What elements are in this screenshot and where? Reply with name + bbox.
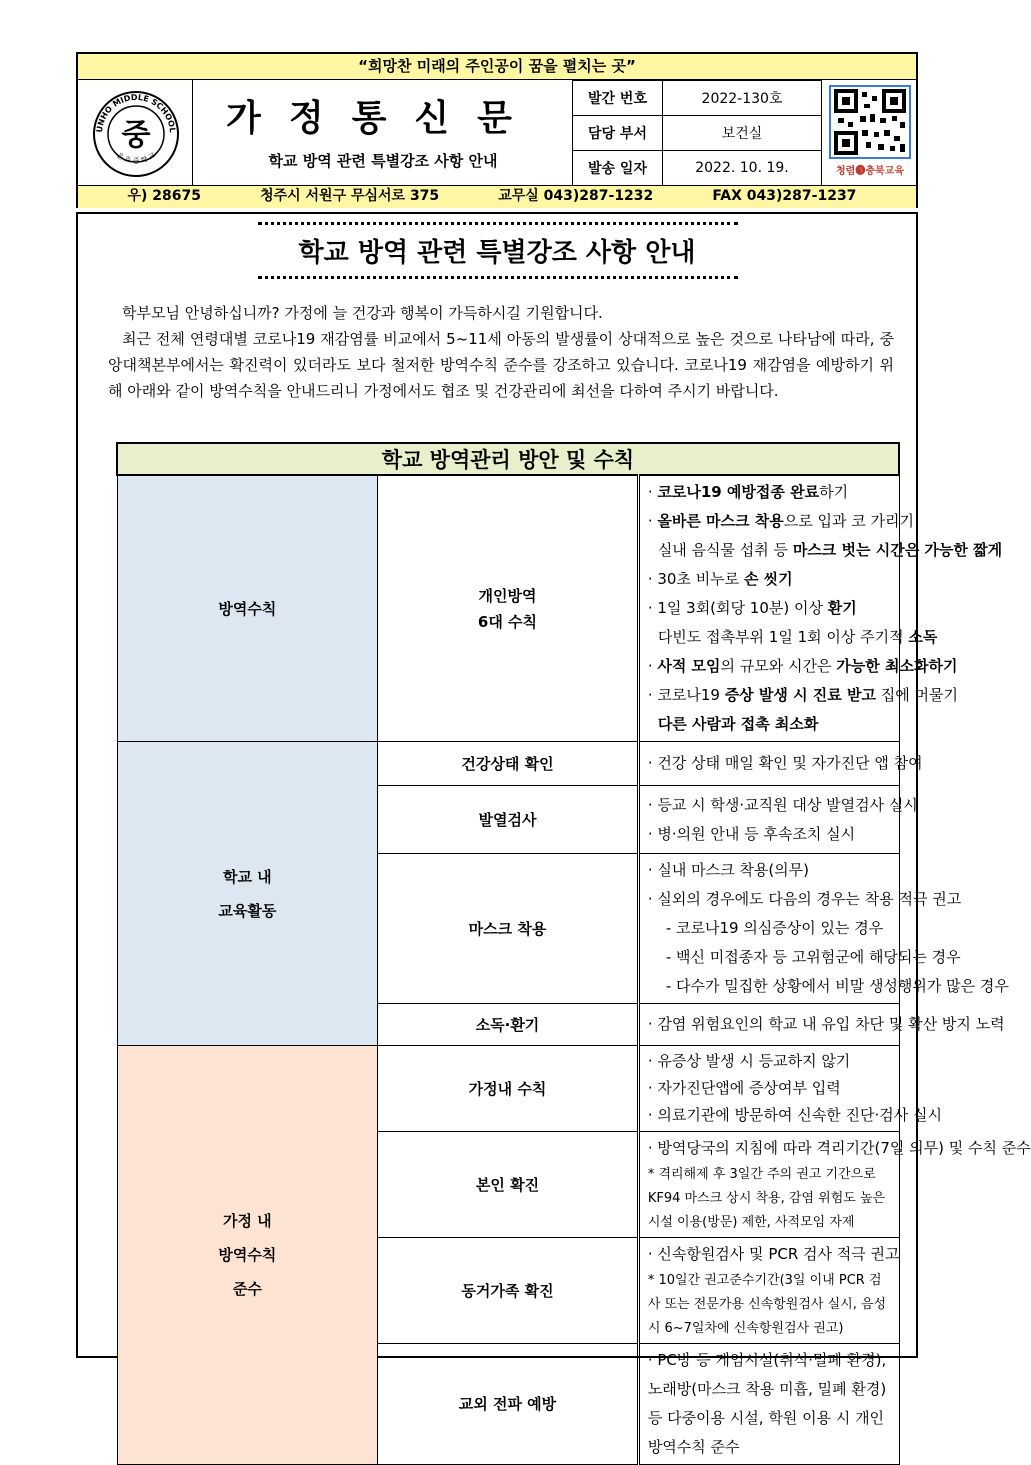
rule-line: · 등교 시 학생·교직원 대상 발열검사 실시 (647, 795, 918, 814)
divider (192, 80, 193, 185)
dotted-divider (258, 276, 738, 279)
category-label: 가정 내 방역수칙 준수 (218, 1212, 277, 1298)
postal-code: 우) 28675 (127, 188, 202, 204)
meta-key: 발송 일자 (573, 151, 663, 186)
rules-cell (638, 854, 1009, 1004)
qr-code-icon[interactable] (830, 86, 910, 158)
rule-line: · 사적 모임의 규모와 시간은 가능한 최소화하기 (647, 657, 958, 675)
rule-line: · 올바른 마스크 착용으로 입과 코 가리기 (647, 512, 914, 530)
main-title: 학교 방역 관련 특별강조 사항 안내 (298, 238, 696, 268)
subcategory-cell: 교외 전파 예방 (378, 1344, 639, 1465)
rules-cell (638, 742, 923, 786)
rule-line: · 신속항원검사 및 PCR 검사 적극 권고 (647, 1245, 900, 1263)
qr-caption: 청렴🅐충북교육 (836, 166, 904, 177)
svg-text:중: 중 (121, 118, 151, 153)
rules-cell (638, 475, 1003, 742)
subcategory-label: 개인방역 6대 수칙 (477, 586, 538, 631)
rule-line: 다른 사람과 접촉 최소화 (657, 715, 819, 733)
school-logo-icon (92, 90, 180, 178)
rule-line: · PC방 등 게임시설(취식·밀폐 환경), 노래방(마스크 착용 미흡, 밀폐 환경) 등 다중이용 시설, 학원 이용 시 개인 방역수칙 준수 (647, 1351, 887, 1456)
rule-line: · 감염 위험요인의 학교 내 유입 차단 및 확산 방지 노력 (647, 1015, 1005, 1033)
subcategory-cell: 소독·환기 (378, 1004, 639, 1046)
newsletter-header (76, 52, 918, 208)
category-cell (117, 1046, 378, 1465)
table-title: 학교 방역관리 방안 및 수칙 (117, 443, 899, 475)
subcategory-cell: 발열검사 (378, 786, 639, 854)
meta-value: 2022. 10. 19. (663, 151, 822, 186)
svg-text:UNHO MIDDLE SCHOOL: UNHO MIDDLE SCHOOL (94, 92, 178, 134)
rule-line: · 실내 마스크 착용(의무) (647, 861, 809, 879)
subcategory-cell: 마스크 착용 (378, 854, 639, 1004)
category-label: 학교 내 교육활동 (218, 867, 277, 920)
dotted-divider (258, 222, 738, 225)
rule-note: * 격리해제 후 3일간 주의 권고 기간으로 KF94 마스크 상시 착용, 감염 위험도 높은 시설 이용(방문) 제한, 사적모임 자제 (647, 1167, 886, 1230)
guidelines-table (116, 442, 1031, 1465)
category-cell (117, 475, 378, 742)
meta-value: 2022-130호 (663, 81, 822, 116)
category-label: 방역수칙 (218, 599, 277, 618)
rule-line: · 1일 3회(회당 10분) 이상 환기 (647, 599, 857, 617)
meta-key: 담당 부서 (573, 116, 663, 151)
rule-line: · 의료기관에 방문하여 신속한 진단·검사 실시 (647, 1106, 943, 1124)
rule-line: 실내 음식물 섭취 등 마스크 벗는 시간은 가능한 짧게 (657, 541, 1003, 559)
subcategory-cell: 건강상태 확인 (378, 742, 639, 786)
category-cell (117, 742, 378, 1046)
rule-line: · 건강 상태 매일 확인 및 자가진단 앱 참여 (647, 754, 923, 772)
rule-line: · 유증상 발생 시 등교하지 않기 (647, 1052, 851, 1070)
rule-line: · 병·의원 안내 등 후속조치 실시 (647, 824, 856, 843)
rules-cell (638, 1344, 899, 1465)
intro-paragraph: 학부모님 안녕하십니까? 가정에 늘 건강과 행복이 가득하시길 기원합니다. (122, 304, 603, 322)
slogan: “희망찬 미래의 주인공이 꿈을 펼치는 곳” (78, 54, 916, 80)
intro-text (108, 300, 894, 404)
rules-cell (638, 786, 918, 854)
subcategory-cell: 가정내 수칙 (378, 1046, 639, 1132)
rule-line: · 코로나19 예방접종 완료하기 (647, 483, 849, 501)
address-bar (78, 186, 916, 208)
svg-text:운 호 중 학 교: 운 호 중 학 교 (115, 151, 157, 166)
page-title: 가정통신문 (226, 97, 540, 139)
header-middle (78, 80, 916, 186)
rule-line: - 백신 미접종자 등 고위험군에 해당되는 경우 (665, 948, 961, 966)
meta-key: 발간 번호 (573, 81, 663, 116)
rules-cell (638, 1046, 943, 1132)
rules-cell (638, 1238, 899, 1344)
rule-line: · 코로나19 증상 발생 시 진료 받고 집에 머물기 (647, 686, 958, 704)
rule-line: - 다수가 밀집한 상황에서 비말 생성행위가 많은 경우 (665, 977, 1009, 995)
street-address: 청주시 서원구 무심서로 375 (260, 188, 440, 204)
rules-cell (638, 1004, 1005, 1046)
rule-line: 다빈도 접촉부위 1일 1회 이상 주기적 소독 (657, 628, 938, 646)
intro-paragraph: 최근 전체 연령대별 코로나19 재감염률 비교에서 5~11세 아동의 발생률이 상대적으로 높은 것으로 나타남에 따라, 중앙대책본부에서는 확진력이 있더라도 보다 철저한 방역수칙 준수를 강조하고 있습니다. 코로나19 재감염을 예방하기 위해 아래와 같이 방역수칙을 안내드리니 가정에서도 협조 및 건강관리에 최선을 다하여 주시기 바랍니다. (108, 330, 894, 400)
rule-line: · 자가진단앱에 증상여부 입력 (647, 1079, 841, 1097)
rule-note: * 10일간 권고준수기간(3일 이내 PCR 검사 또는 전문가용 신속항원검사 실시, 음성 시 6~7일차에 신속항원검사 권고) (647, 1273, 887, 1336)
rules-cell (638, 1132, 1031, 1238)
publication-meta (572, 80, 822, 186)
rule-line: · 30초 비누로 손 씻기 (647, 570, 793, 588)
page-subtitle: 학교 방역 관련 특별강조 사항 안내 (268, 152, 498, 170)
subcategory-cell: 본인 확진 (378, 1132, 639, 1238)
rule-line: · 방역당국의 지침에 따라 격리기간(7일 의무) 및 수칙 준수 (647, 1139, 1031, 1157)
rule-line: · 실외의 경우에도 다음의 경우는 착용 적극 권고 (647, 890, 962, 908)
subcategory-cell: 동거가족 확진 (378, 1238, 639, 1344)
office-phone: 교무실 043)287-1232 (498, 188, 654, 204)
rule-line: - 코로나19 의심증상이 있는 경우 (665, 919, 884, 937)
fax-number: FAX 043)287-1237 (712, 188, 857, 204)
meta-value: 보건실 (663, 116, 822, 151)
subcategory-cell (378, 475, 639, 742)
